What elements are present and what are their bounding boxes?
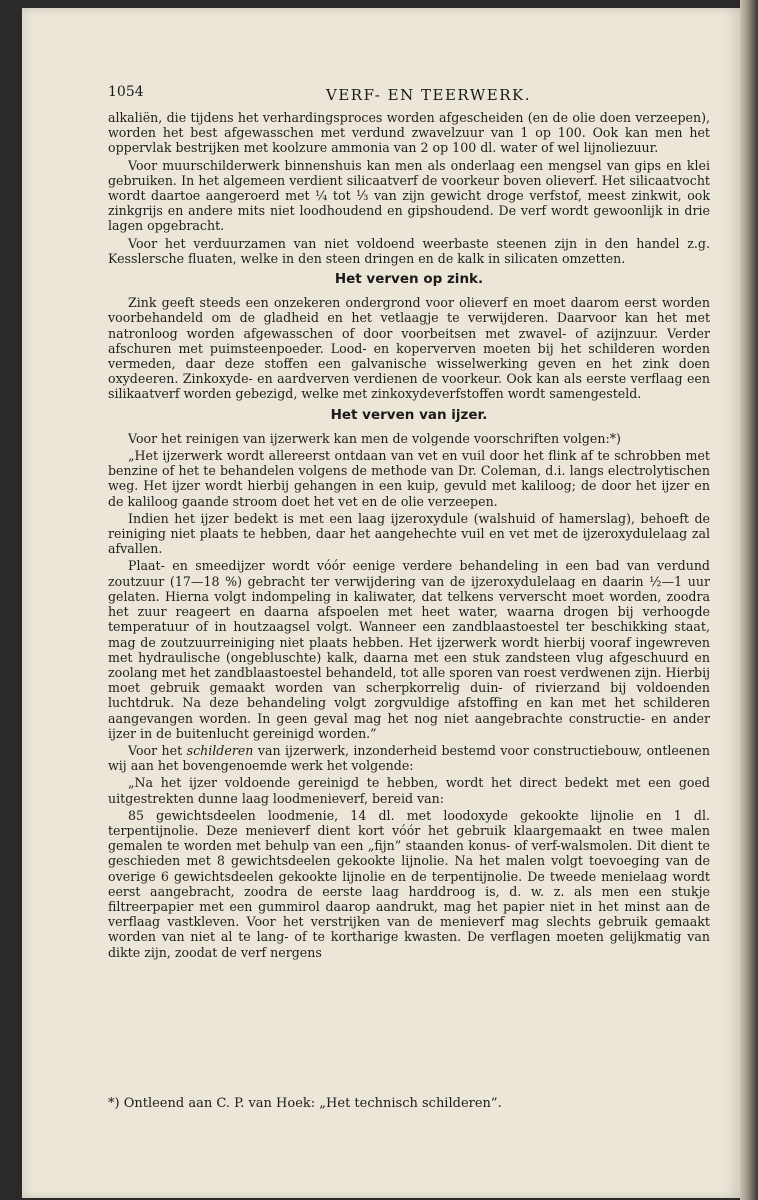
text-span: van ijzerwerk, inzonderheid bestemd voor constructiebouw, ontleenen wij aan het bovengenoemde werk het volgende:	[108, 742, 710, 774]
footnote: *) Ontleend aan C. P. van Hoek: „Het technisch schilderen”.	[108, 1096, 502, 1111]
paragraph	[108, 743, 710, 773]
running-title: VERF- EN TEERWERK.	[326, 86, 531, 104]
paragraph: Indien het ijzer bedekt is met een laag ijzeroxydule (walshuid of hamerslag), behoeft de reiniging niet plaats te hebben, daar het aangehechte vuil en vet met de ijzeroxydulelaag zal afvallen.	[108, 510, 710, 557]
page-number: 1054	[108, 84, 144, 100]
paragraph: Voor het reinigen van ijzerwerk kan men de volgende voorschriften volgen:*)	[128, 430, 621, 446]
paragraph: alkaliën, die tijdens het verhardingsproces worden afgescheiden (en de olie doen verzeepen), worden het best afgewasschen met verdund zwavelzuur van 1 op 100. Ook kan men het oppervlak bestrijken met koolzure ammonia van 2 op 100 dl. water of wel lijnoliezuur.	[108, 110, 710, 156]
book-spine-edge	[740, 0, 758, 1200]
paragraph: Zink geeft steeds een onzekeren ondergrond voor olieverf en moet daarom eerst worden voorbehandeld om de gladheid en het vetlaagje te verwijderen. Daarvoor kan het met natronloog worden afgewasschen of door voorbeitsen met zwavel- of azijnzuur. Verder afschuren met puimsteenpoeder. Lood- en koperverven moeten bij het schilderen worden vermeden, daar deze stoffen een galvanische wisselwerking geven en het zink doen oxydeeren. Zinkoxyde- en aardverven verdienen de voorkeur. Ook kan als eerste verflaag een silikaatverf worden gebezigd, welke met zinkoxydeverfstoffen wordt samengesteld.	[108, 295, 710, 402]
section-heading-zinc: Het verven op zink.	[334, 271, 484, 288]
paragraph: 85 gewichtsdeelen loodmenie, 14 dl. met loodoxyde gekookte lijnolie en 1 dl. terpentijnolie. Deze menieverf dient kort vóór het gebruik klaargemaakt en twee malen gemalen te worden met behulp van een „fijn” staanden konus- of verf-walsmolen. Dit dient te geschieden met 8 gewichtsdeelen gekookte lijnolie. Na het malen volgt toevoeging van de overige 6 gewichtsdeelen gekookte lijnolie en de terpentijnolie. De tweede menielaag wordt eerst aangebracht, zoodra de eerste laag harddroog is, d. w. z. als men een stukje filtreerpapier met een gummirol daarop aandrukt, mag het papier niet in het minst aan de verflaag vastkleven. Voor het verstrijken van de menieverf mag slechts gebruik gemaakt worden van niet al te lang- of te kortharige kwasten. De verflagen moeten gelijkmatig van dikte zijn, zoodat de verf nergens	[108, 807, 710, 960]
paragraph: „Na het ijzer voldoende gereinigd te hebben, wordt het direct bedekt met een goed uitgestrekten dunne laag loodmenieverf, bereid van:	[108, 775, 710, 806]
page-header	[108, 84, 708, 108]
text-span: Voor het	[128, 742, 187, 758]
paragraph: Voor het verduurzamen van niet voldoend weerbaste steenen zijn in den handel z.g. Kesslersche fluaten, welke in den steen dringen en de kalk in silicaten omzetten.	[108, 235, 710, 266]
paragraph: Plaat- en smeedijzer wordt vóór eenige verdere behandeling in een bad van verdund zoutzuur (17—18 %) gebracht ter verwijdering van de ijzeroxydulelaag en daarin ½—1 uur gelaten. Hierna volgt indompeling in kaliwater, dat telkens ververscht moet worden, zoodra het zuur reageert en daarna afspoelen met heet water, waarna drogen bij verhoogde temperatuur of in houtzaagsel volgt. Wanneer een zandblaastoestel ter beschikking staat, mag de zoutzuurreiniging niet plaats hebben. Het ijzerwerk wordt hierbij vooraf ingewreven met hydraulische (ongebluschte) kalk, daarna met een stuk zandsteen vlug afgeschuurd en zoolang met het zandblaastoestel behandeld, tot alle sporen van roest verdwenen zijn. Hierbij moet gebruik gemaakt worden van scherpkorrelig duin- of rivierzand bij voldoenden luchtdruk. Na deze behandeling volgt zorgvuldige afstoffing en kan met het schilderen aangevangen worden. In geen geval mag het nog niet aangebrachte constructie- en ander ijzer in de buitenlucht gereinigd worden.”	[108, 558, 710, 741]
emphasis-text: schilderen	[186, 742, 254, 758]
paragraph: „Het ijzerwerk wordt allereerst ontdaan van vet en vuil door het flink af te schrobben met benzine of het te behandelen volgens de methode van Dr. Coleman, d.i. langs electrolytischen weg. Het ijzer wordt hierbij gehangen in een kuip, gevuld met kaliloog; de door het ijzer en de kaliloog gaande stroom doet het vet en de olie verzeepen.	[108, 448, 710, 509]
page-body	[108, 110, 710, 962]
paragraph: Voor muurschilderwerk binnenshuis kan men als onderlaag een mengsel van gips en klei gebruiken. In het algemeen verdient silicaatverf de voorkeur boven olieverf. Het silicaatvocht wordt daartoe aangeroerd met ¼ tot ⅓ van zijn gewicht droge verfstof, meest zinkwit, ook zinkgrijs en andere mits niet loodhoudend en gipshoudend. De verf wordt gewoonlijk in drie lagen opgebracht.	[108, 157, 710, 234]
section-heading-iron: Het verven van ijzer.	[330, 406, 488, 423]
